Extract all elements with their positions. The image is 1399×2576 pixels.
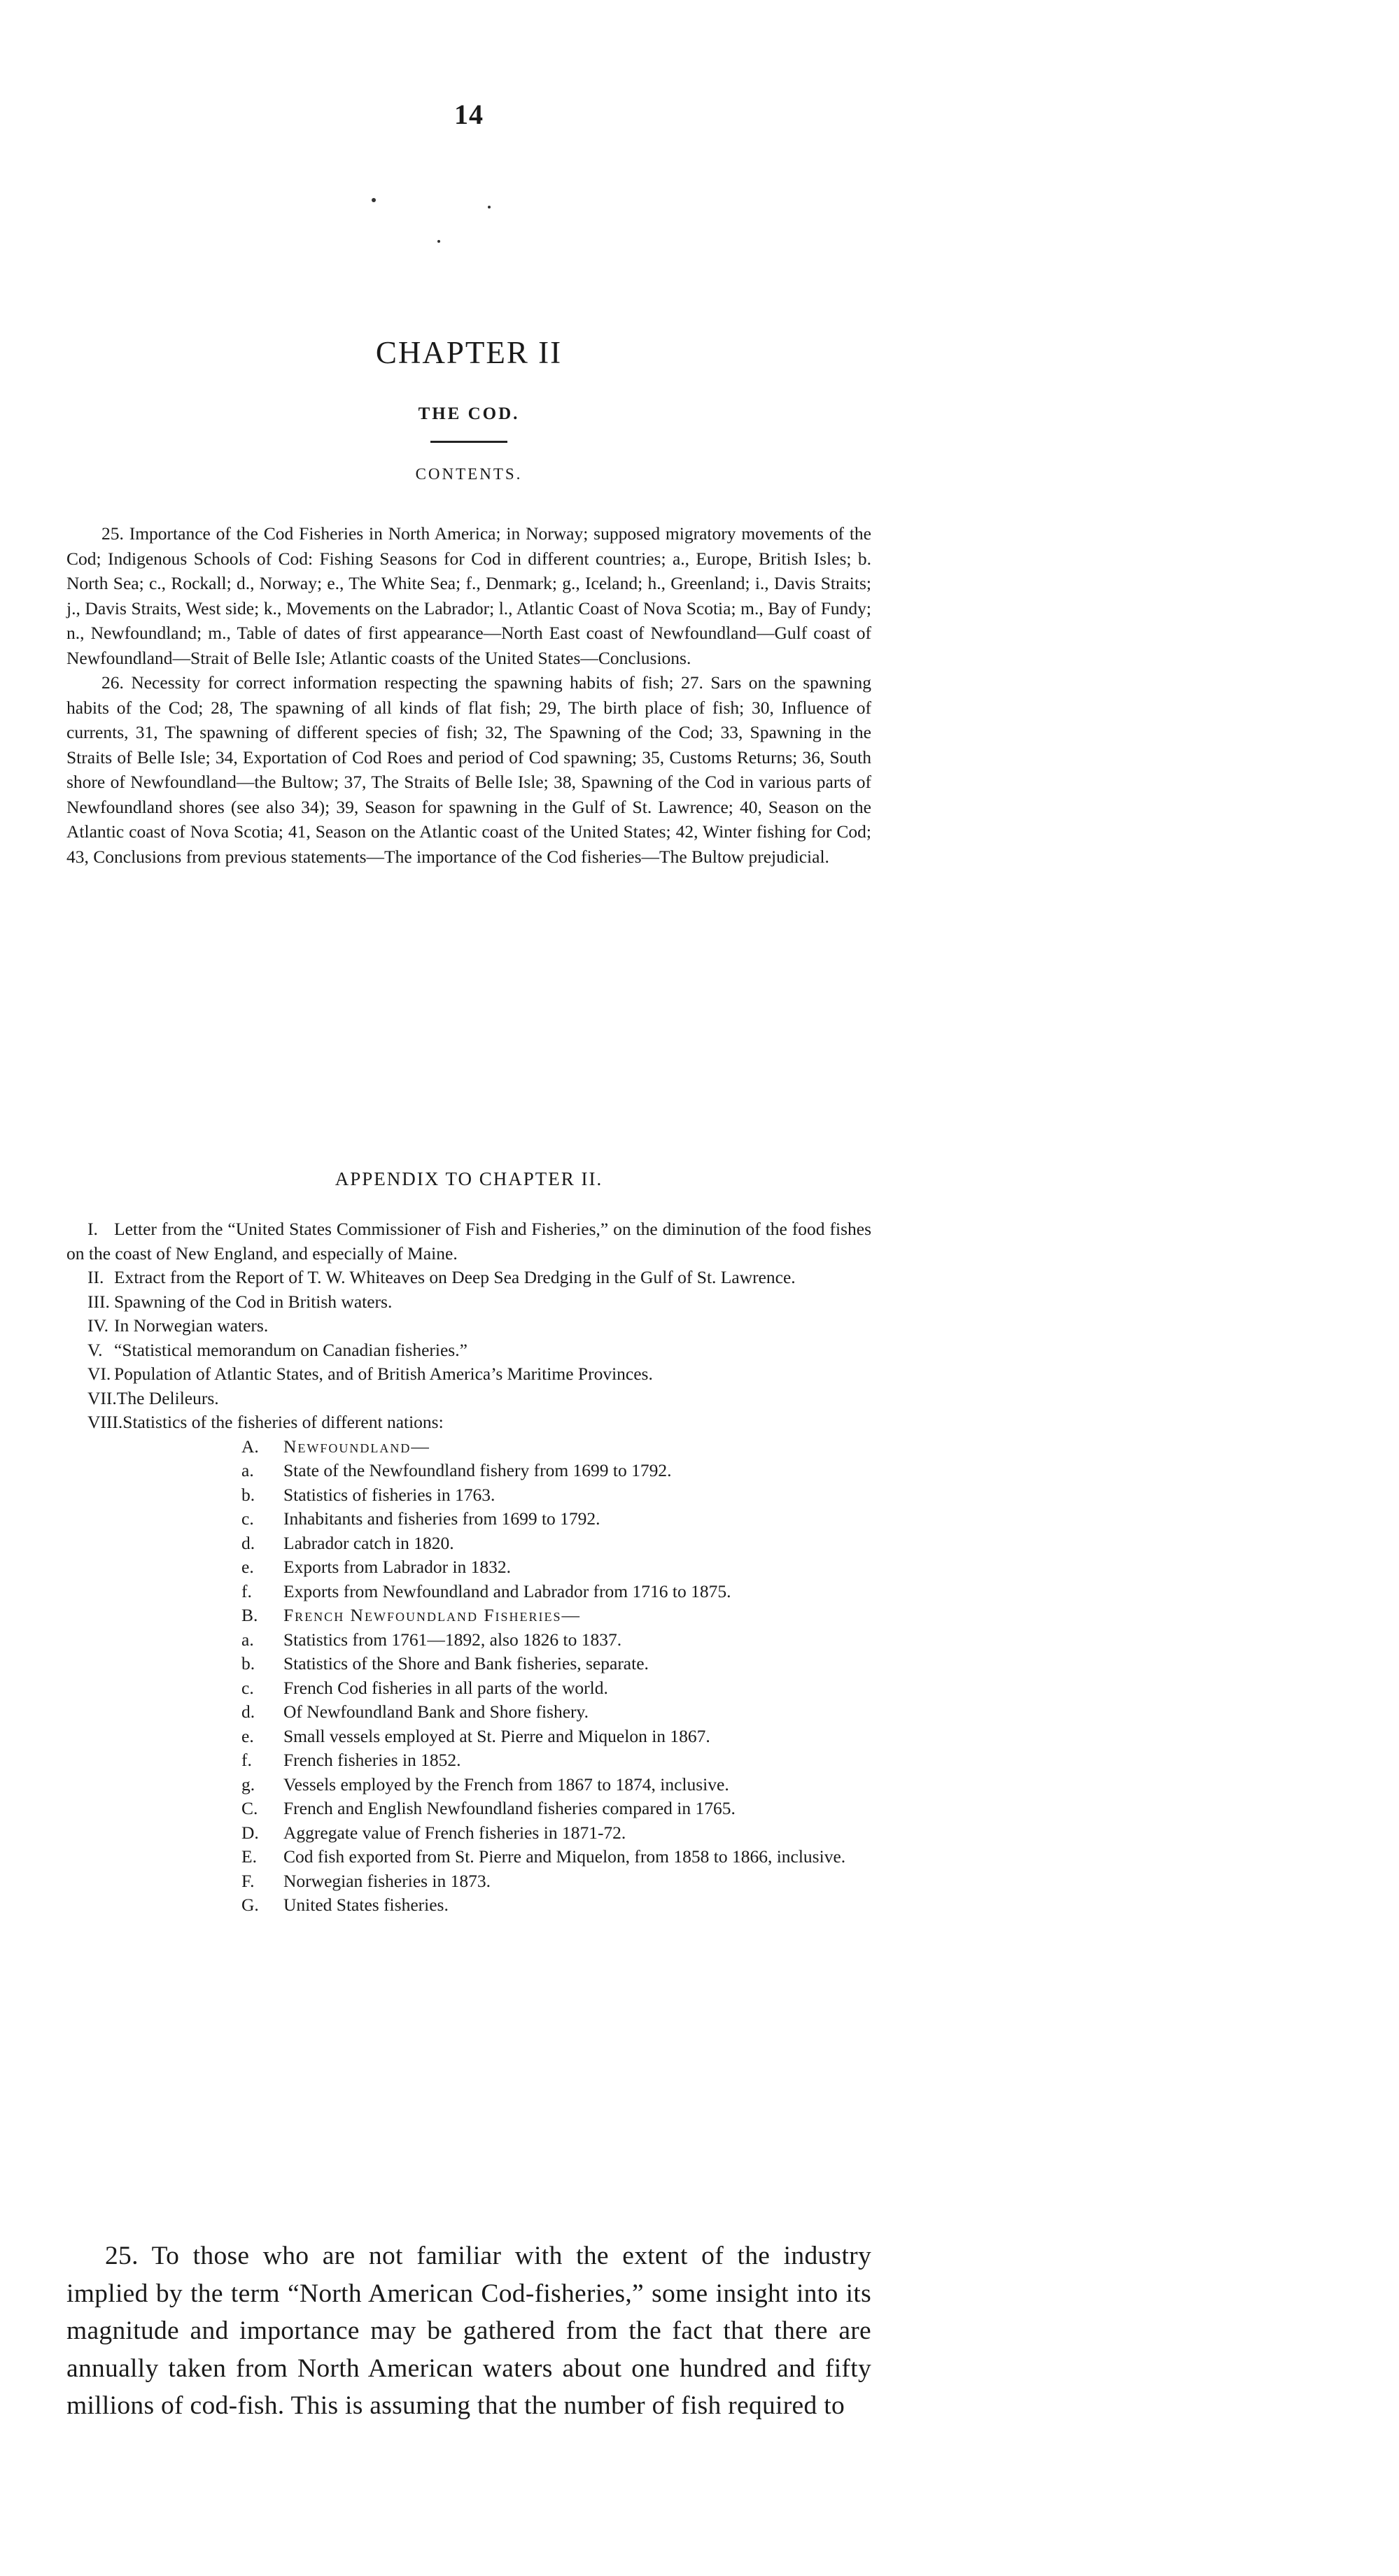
appendix-sub-item: d. Labrador catch in 1820. [241, 1532, 454, 1553]
appendix-sub-item: f. Exports from Newfoundland and Labrador from 1716 to 1875. [241, 1580, 731, 1601]
appendix-item: II. Extract from the Report of T. W. Whiteaves on Deep Sea Dredging in the Gulf of St. Lawrence. [87, 1267, 796, 1287]
appendix-item: IV. In Norwegian waters. [87, 1315, 269, 1336]
appendix-sub-item: g. Vessels employed by the French from 1867 to 1874, inclusive. [241, 1774, 729, 1795]
appendix-item: VII.The Delileurs. [87, 1387, 219, 1408]
contents-block [66, 521, 871, 869]
appendix-sub-heading: B. French Newfoundland Fisheries— [241, 1605, 582, 1625]
appendix-sub-item: F. Norwegian fisheries in 1873. [241, 1870, 491, 1891]
body-text [66, 2237, 871, 2425]
appendix-sub-item: a. Statistics from 1761—1892, also 1826 to 1837. [241, 1629, 622, 1650]
chapter-subject: THE COD. [418, 404, 520, 423]
appendix-sub-item: b. Statistics of the Shore and Bank fisheries, separate. [241, 1653, 649, 1673]
chapter-title: CHAPTER II [375, 335, 563, 370]
appendix-item: VI. Population of Atlantic States, and of British America’s Maritime Provinces. [87, 1364, 653, 1384]
appendix-sub-list [66, 1435, 871, 1918]
appendix-item: VIII.Statistics of the fisheries of different nations: [87, 1412, 444, 1432]
title-rule [430, 441, 507, 443]
appendix-sub-item: d. Of Newfoundland Bank and Shore fishery. [241, 1701, 589, 1722]
appendix-sub-heading: A. Newfoundland— [241, 1436, 430, 1457]
body-paragraph: 25. To those who are not familiar with the extent of the industry implied by the term “North American Cod-fisheries,” some insight into its magnitude and importance may be gathered from the fact that there are annually taken from North American waters about one hundred and fifty millions of cod-fish. This is assuming that the number of fish required to [66, 2242, 871, 2420]
appendix-sub-item: c. Inhabitants and fisheries from 1699 to 1792. [241, 1508, 600, 1529]
appendix-item: V. “Statistical memorandum on Canadian fisheries.” [87, 1339, 467, 1360]
appendix-item: I. Letter from the “United States Commissioner of Fish and Fisheries,” on the diminution of the food fishes on the coast of New England, and especially of Maine. [66, 1219, 871, 1264]
appendix-heading: APPENDIX TO CHAPTER II. [335, 1168, 603, 1189]
appendix-sub-item: c. French Cod fisheries in all parts of the world. [241, 1677, 608, 1698]
appendix-sub-item: a. State of the Newfoundland fishery from 1699 to 1792. [241, 1460, 672, 1480]
appendix-sub-item: f. French fisheries in 1852. [241, 1750, 461, 1770]
page-number: 14 [454, 99, 484, 130]
appendix-list [66, 1217, 871, 1918]
book-page [66, 0, 871, 2576]
contents-paragraph: 26. Necessity for correct information respecting the spawning habits of fish; 27. Sars on the spawning habits of the Cod; 28, The spawning of all kinds of flat fish; 29, The birth place of fish; 30, Influence of currents, 31, The spawning of different species of fish; 32, The Spawning of the Cod; 33, Spawning in the Straits of Belle Isle; 34, Exportation of Cod Roes and period of Cod spawning; 35, Customs Returns; 36, South shore of Newfoundland—the Bultow; 37, The Straits of Belle Isle; 38, Spawning of the Cod in various parts of Newfoundland shores (see also 34); 39, Season for spawning in the Gulf of St. Lawrence; 40, Season on the Atlantic coast of Nova Scotia; 41, Season on the Atlantic coast of the United States; 42, Winter fishing for Cod; 43, Conclusions from previous statements—The importance of the Cod fisheries—The Bultow prejudicial. [66, 672, 871, 867]
appendix-sub-item: b. Statistics of fisheries in 1763. [241, 1484, 495, 1505]
appendix-sub-item: E. Cod fish exported from St. Pierre and Miquelon, from 1858 to 1866, inclusive. [241, 1846, 846, 1867]
contents-heading: CONTENTS. [415, 465, 523, 483]
appendix-sub-item: C. French and English Newfoundland fisheries compared in 1765. [241, 1798, 736, 1818]
appendix-sub-item: D. Aggregate value of French fisheries in 1871-72. [241, 1822, 626, 1843]
print-speck [488, 206, 491, 208]
contents-paragraph: 25. Importance of the Cod Fisheries in North America; in Norway; supposed migratory movements of the Cod; Indigenous Schools of Cod: Fishing Seasons for Cod in different countries; a., Europe, British Isles; b. North Sea; c., Rockall; d., Norway; e., The White Sea; f., Denmark; g., Iceland; h., Greenland; i., Davis Straits; j., Davis Straits, West side; k., Movements on the Labrador; l., Atlantic Coast of Nova Scotia; m., Bay of Fundy; n., Newfoundland; m., Table of dates of first appearance—North East coast of Newfoundland—Gulf coast of Newfoundland—Strait of Belle Isle; Atlantic coasts of the United States—Conclusions. [66, 523, 871, 668]
appendix-sub-item: e. Small vessels employed at St. Pierre and Miquelon in 1867. [241, 1725, 710, 1746]
appendix-sub-item: e. Exports from Labrador in 1832. [241, 1557, 512, 1577]
appendix-item: III. Spawning of the Cod in British waters. [87, 1291, 393, 1312]
print-speck [437, 240, 440, 243]
print-speck [372, 198, 376, 202]
appendix-sub-item: G. United States fisheries. [241, 1895, 449, 1915]
